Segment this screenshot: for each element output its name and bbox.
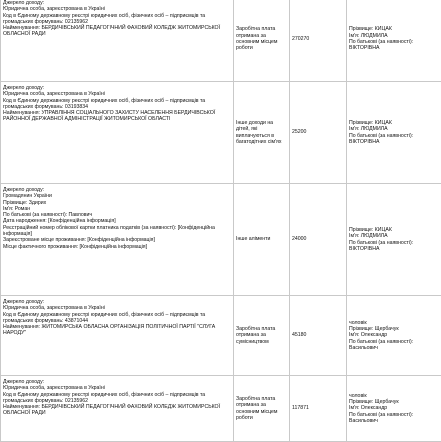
income-type-cell: Інше доходи на дітей, які виплачуються в багатодітних сім'ях bbox=[234, 82, 290, 184]
recipient-cell bbox=[347, 376, 441, 442]
table-row bbox=[1, 296, 441, 376]
table-row bbox=[1, 184, 441, 296]
source-line: Юридична особа, зареєстрована в Україні bbox=[3, 6, 231, 12]
recipient-line: Прізвище: Щербачук bbox=[349, 326, 439, 332]
income-type-cell: Заробітна плата отримана за сумісництвом bbox=[234, 296, 290, 376]
source-heading: Джерело доходу: bbox=[3, 0, 231, 6]
recipient-line: Ім'я: Олександр bbox=[349, 332, 439, 338]
recipient-line: По батькові (за наявності): ВІКТОРІВНА bbox=[349, 133, 439, 146]
source-line: Код в Єдиному державному реєстрі юридичних осіб, фізичних осіб – підприємців та громадських формувань: 02135962 bbox=[3, 13, 231, 26]
income-source-cell bbox=[1, 376, 234, 442]
source-heading: Джерело доходу: bbox=[3, 379, 231, 385]
income-amount-cell: 270270 bbox=[290, 0, 347, 82]
income-source-cell bbox=[1, 0, 234, 82]
source-line: Ім'я: Роман bbox=[3, 206, 231, 212]
income-amount-cell: 24000 bbox=[290, 184, 347, 296]
source-line: Зареєстроване місце проживання: [Конфіденційна інформація] bbox=[3, 237, 231, 243]
source-line: Реєстраційний номер облікової картки платника податків (за наявності): [Конфіденційна інформація] bbox=[3, 225, 231, 238]
source-line: Код в Єдиному державному реєстрі юридичних осіб, фізичних осіб – підприємців та громадських формувань: 43871044 bbox=[3, 312, 231, 325]
recipient-cell bbox=[347, 0, 441, 82]
recipient-line: Ім'я: ЛЮДМИЛА bbox=[349, 33, 439, 39]
source-line: Юридична особа, зареєстрована в Україні bbox=[3, 305, 231, 311]
income-amount-cell: 45180 bbox=[290, 296, 347, 376]
income-source-cell bbox=[1, 184, 234, 296]
source-line: Код в Єдиному державному реєстрі юридичних осіб, фізичних осіб – підприємців та громадських формувань: 03193834 bbox=[3, 98, 231, 111]
source-line: Юридична особа, зареєстрована в Україні bbox=[3, 385, 231, 391]
source-line: По батькові (за наявності): Павлович bbox=[3, 212, 231, 218]
income-amount-cell: 25200 bbox=[290, 82, 347, 184]
recipient-cell bbox=[347, 296, 441, 376]
source-line: Найменування: УПРАВЛІННЯ СОЦІАЛЬНОГО ЗАХИСТУ НАСЕЛЕННЯ БЕРДИЧІВСЬКОЇ РАЙОННОЇ ДЕРЖАВНОЇ АДМІНІСТРАЦІЇ ЖИТОМИРСЬКОЇ ОБЛАСТІ bbox=[3, 110, 231, 123]
source-line: Код в Єдиному державному реєстрі юридичних осіб, фізичних осіб – підприємців та громадських формувань: 02135962 bbox=[3, 392, 231, 405]
source-line: Найменування: БЕРДИЧІВСЬКИЙ ПЕДАГОГІЧНИЙ ФАХОВИЙ КОЛЕДЖ ЖИТОМИРСЬКОЇ ОБЛАСНОЇ РАДИ bbox=[3, 25, 231, 38]
income-type-cell: Інше аліменти bbox=[234, 184, 290, 296]
source-line: Найменування: ЖИТОМИРСЬКА ОБЛАСНА ОРГАНІЗАЦІЯ ПОЛІТИЧНОЇ ПАРТІЇ "СЛУГА НАРОДУ" bbox=[3, 324, 231, 337]
table-row bbox=[1, 0, 441, 82]
source-heading: Джерело доходу: bbox=[3, 187, 231, 193]
source-line: Юридична особа, зареєстрована в Україні bbox=[3, 91, 231, 97]
recipient-line: Прізвище: КИЦАК bbox=[349, 120, 439, 126]
income-source-cell bbox=[1, 82, 234, 184]
recipient-line: По батькові (за наявності): ВІКТОРІВНА bbox=[349, 39, 439, 52]
recipient-line: Прізвище: Щербачук bbox=[349, 399, 439, 405]
recipient-line: чоловік bbox=[349, 393, 439, 399]
income-type-cell: Заробітна плата отримана за основним місцем роботи bbox=[234, 0, 290, 82]
source-line: Дата народження: [Конфіденційна інформація] bbox=[3, 218, 231, 224]
income-amount-cell: 117871 bbox=[290, 376, 347, 442]
recipient-line: Ім'я: ЛЮДМИЛА bbox=[349, 126, 439, 132]
recipient-line: Ім'я: Олександр bbox=[349, 405, 439, 411]
recipient-line: По батькові (за наявності): Васильович bbox=[349, 339, 439, 352]
recipient-cell bbox=[347, 82, 441, 184]
source-line: Найменування: БЕРДИЧІВСЬКИЙ ПЕДАГОГІЧНИЙ ФАХОВИЙ КОЛЕДЖ ЖИТОМИРСЬКОЇ ОБЛАСНОЇ РАДИ bbox=[3, 404, 231, 417]
table-row bbox=[1, 376, 441, 442]
source-heading: Джерело доходу: bbox=[3, 85, 231, 91]
recipient-line: Прізвище: КИЦАК bbox=[349, 26, 439, 32]
source-line: Прізвище: Здирих bbox=[3, 200, 231, 206]
income-type-cell: Заробітна плата отримана за основним місцем роботи bbox=[234, 376, 290, 442]
source-line: Місце фактичного проживання: [Конфіденційна інформація] bbox=[3, 244, 231, 250]
source-heading: Джерело доходу: bbox=[3, 299, 231, 305]
source-line: Громадянин України bbox=[3, 193, 231, 199]
recipient-line: Прізвище: КИЦАК bbox=[349, 227, 439, 233]
recipient-line: По батькові (за наявності): ВІКТОРІВНА bbox=[349, 240, 439, 253]
income-source-cell bbox=[1, 296, 234, 376]
recipient-line: чоловік bbox=[349, 320, 439, 326]
recipient-line: Ім'я: ЛЮДМИЛА bbox=[349, 233, 439, 239]
recipient-line: По батькові (за наявності): Васильович bbox=[349, 412, 439, 425]
recipient-cell bbox=[347, 184, 441, 296]
table-row bbox=[1, 82, 441, 184]
